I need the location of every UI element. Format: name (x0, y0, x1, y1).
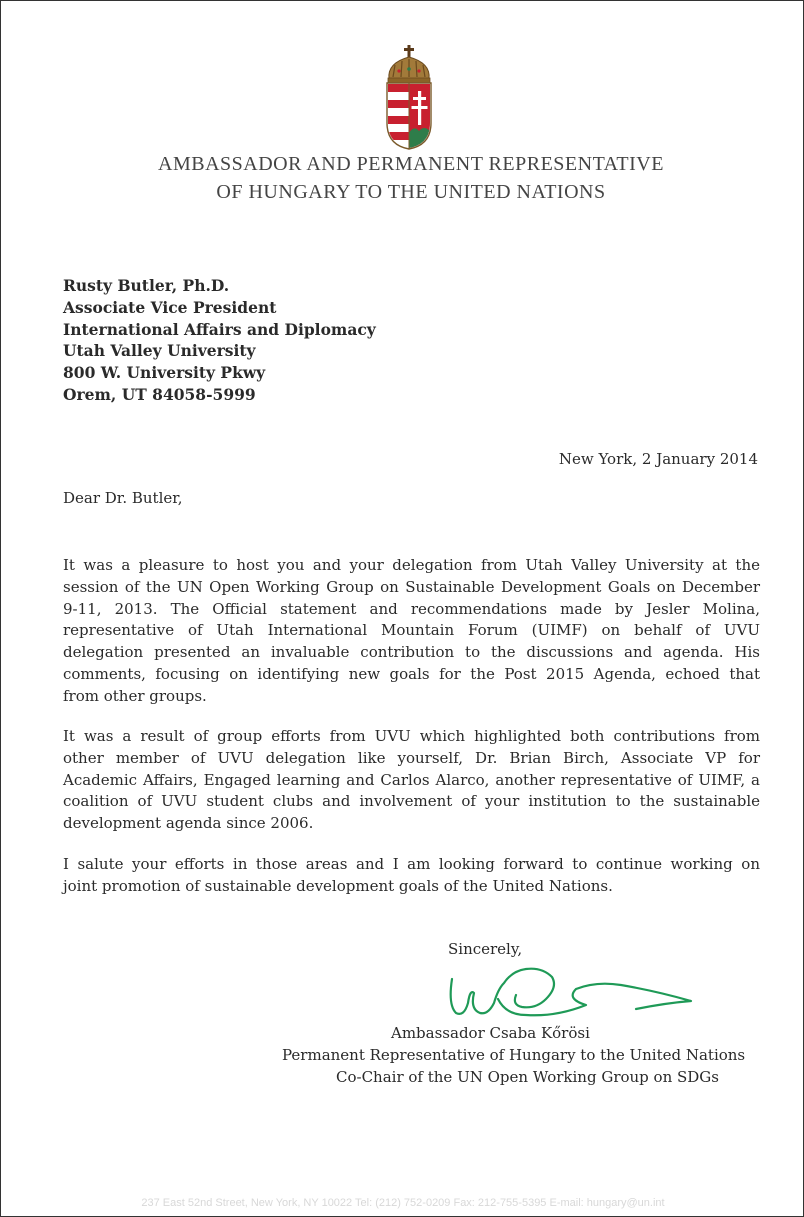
handwritten-signature (446, 959, 696, 1021)
signer-name: Ambassador Csaba Kőrösi (391, 1024, 590, 1042)
letter-date: New York, 2 January 2014 (558, 450, 758, 468)
paragraph-line: 9-11, 2013. The Official statement and recommendations made by Jesler Molina, (63, 599, 760, 618)
recipient-line: International Affairs and Diplomacy (63, 319, 376, 339)
paragraph-line: coalition of UVU student clubs and involvement of your institution to the sustainable (63, 792, 760, 811)
letterhead-line-1: AMBASSADOR AND PERMANENT REPRESENTATIVE (158, 153, 664, 175)
paragraph-line: joint promotion of sustainable development goals of the United Nations. (63, 876, 613, 895)
recipient-line: Rusty Butler, Ph.D. (63, 276, 230, 295)
body-paragraph-3 (63, 854, 760, 898)
recipient-line: Utah Valley University (63, 341, 256, 361)
hungarian-coat-of-arms-icon (383, 45, 435, 151)
recipient-line: Associate Vice President (63, 297, 277, 317)
paragraph-line: from other groups. (63, 686, 207, 705)
recipient-address (63, 275, 376, 406)
paragraph-line: development agenda since 2006. (63, 814, 314, 833)
recipient-line: Orem, UT 84058-5999 (63, 384, 256, 404)
paragraph-line: other member of UVU delegation like yourself, Dr. Brian Birch, Associate VP for (63, 748, 760, 767)
salutation: Dear Dr. Butler, (63, 489, 183, 507)
letterhead-line-2: OF HUNGARY TO THE UNITED NATIONS (216, 181, 606, 203)
signer-title-1: Permanent Representative of Hungary to the United Nations (282, 1046, 746, 1064)
recipient-line: 800 W. University Pkwy (63, 363, 266, 383)
body-paragraph-1 (63, 555, 760, 708)
paragraph-line: delegation presented an invaluable contribution to the discussions and agenda. His (63, 643, 760, 662)
paragraph-line: comments, focusing on identifying new goals for the Post 2015 Agenda, echoed that (63, 664, 760, 683)
body-paragraph-2 (63, 726, 760, 835)
paragraph-line: session of the UN Open Working Group on Sustainable Development Goals on December (63, 577, 760, 596)
paragraph-line: It was a result of group efforts from UVU which highlighted both contributions from (63, 727, 760, 745)
paragraph-line: Academic Affairs, Engaged learning and Carlos Alarco, another representative of UIMF, a (63, 770, 760, 789)
paragraph-line: I salute your efforts in those areas and I am looking forward to continue working on (63, 855, 760, 873)
footer-contact: 237 East 52nd Street, New York, NY 10022 Tel: (212) 752-0209 Fax: 212-755-5395 E-mail: hungary@un.int (141, 1197, 665, 1209)
closing: Sincerely, (448, 940, 523, 958)
signer-title-2: Co-Chair of the UN Open Working Group on SDGs (336, 1068, 719, 1086)
paragraph-line: It was a pleasure to host you and your delegation from Utah Valley University at the (63, 556, 760, 574)
paragraph-line: representative of Utah International Mountain Forum (UIMF) on behalf of UVU (63, 621, 760, 640)
